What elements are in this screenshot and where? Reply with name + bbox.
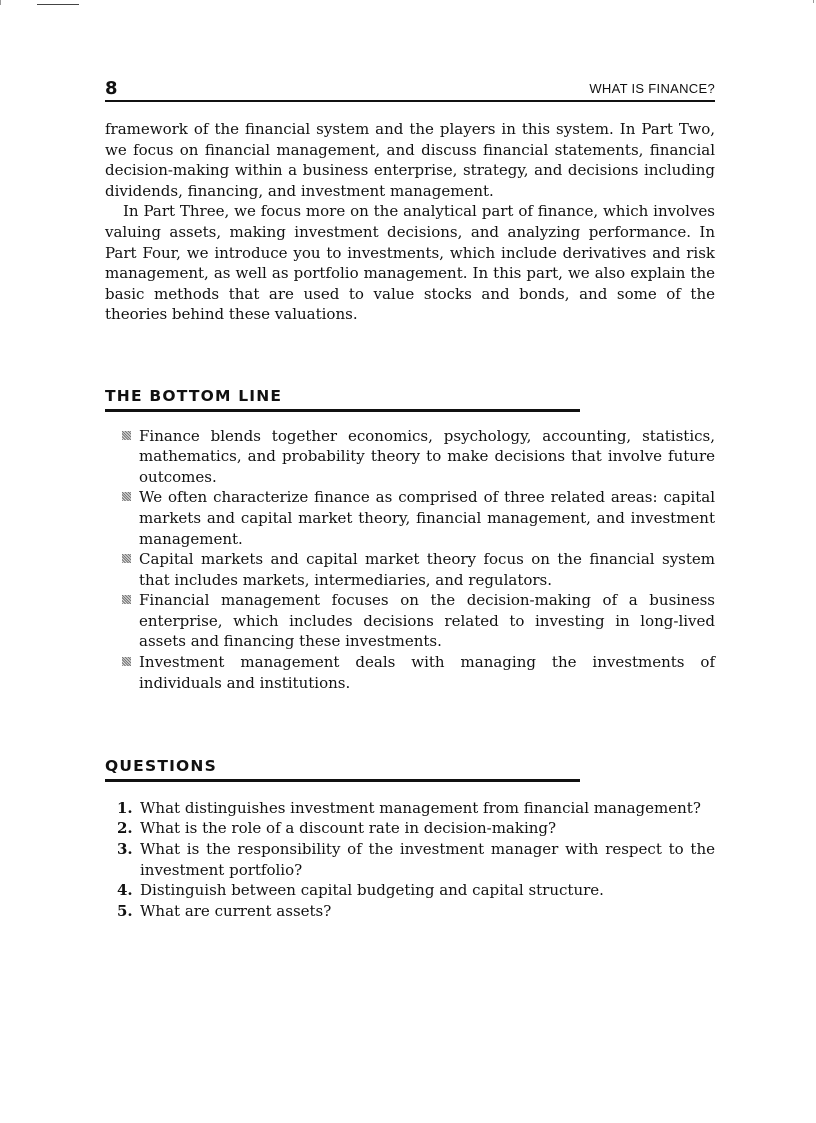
question-item [117, 839, 715, 880]
question-number: 4. [117, 881, 133, 900]
square-bullet-icon [122, 431, 131, 440]
crop-mark-left [0, 0, 1, 5]
square-bullet-icon [122, 554, 131, 563]
running-head: WHAT IS FINANCE? [589, 81, 715, 96]
crop-mark-right [813, 0, 814, 3]
question-item [117, 901, 715, 922]
bottom-line-list [105, 426, 715, 694]
intro-paragraph: framework of the financial system and the players in this system. In Part Two, we focus on financial management, and discuss financial statements, financial decision-making within a business enterprise, strategy, and decisions including dividends, financing, and investment management. [105, 120, 715, 200]
questions-heading: QUESTIONS [105, 756, 580, 782]
question-item [117, 818, 715, 839]
list-item [139, 652, 715, 693]
square-bullet-icon [122, 595, 131, 604]
list-item [139, 487, 715, 549]
question-number: 3. [117, 840, 133, 859]
question-text: What is the role of a discount rate in decision-making? [140, 819, 557, 838]
question-number: 1. [117, 798, 133, 817]
questions-list [105, 798, 715, 922]
list-item-text: Finance blends together economics, psychology, accounting, statistics, mathematics, and probability theory to make decisions that involve future outcomes. [139, 426, 715, 486]
bottom-line-heading: THE BOTTOM LINE [105, 386, 580, 412]
list-item [139, 590, 715, 652]
page-body [105, 119, 715, 921]
page-number: 8 [105, 78, 118, 99]
question-text: What distinguishes investment management from financial management? [140, 798, 701, 817]
question-text: What is the responsibility of the investment manager with respect to the investment portfolio? [140, 840, 715, 879]
question-item [117, 880, 715, 901]
square-bullet-icon [122, 492, 131, 501]
list-item-text: Financial management focuses on the decision-making of a business enterprise, which includes decisions related to investing in long-lived assets and financing these investments. [139, 591, 715, 651]
question-number: 5. [117, 901, 133, 920]
question-text: Distinguish between capital budgeting and capital structure. [140, 881, 604, 900]
list-item-text: We often characterize finance as comprised of three related areas: capital markets and capital market theory, financial management, and investment management. [139, 488, 715, 548]
list-item [139, 426, 715, 488]
square-bullet-icon [122, 657, 131, 666]
crop-mark-top [37, 4, 79, 5]
list-item [139, 549, 715, 590]
question-text: What are current assets? [140, 901, 332, 920]
list-item-text: Capital markets and capital market theory focus on the financial system that includes markets, intermediaries, and regulators. [139, 550, 715, 589]
list-item-text: Investment management deals with managing the investments of individuals and institutions. [139, 653, 715, 692]
intro-paragraph: In Part Three, we focus more on the analytical part of finance, which involves valuing assets, making investment decisions, and analyzing performance. In Part Four, we introduce you to investments, which include derivatives and risk management, as well as portfolio management. In this part, we also explain the basic methods that are used to value stocks and bonds, and some of the theories behind these valuations. [105, 202, 715, 324]
question-item [117, 798, 715, 819]
question-number: 2. [117, 819, 133, 838]
page-header [105, 78, 715, 102]
